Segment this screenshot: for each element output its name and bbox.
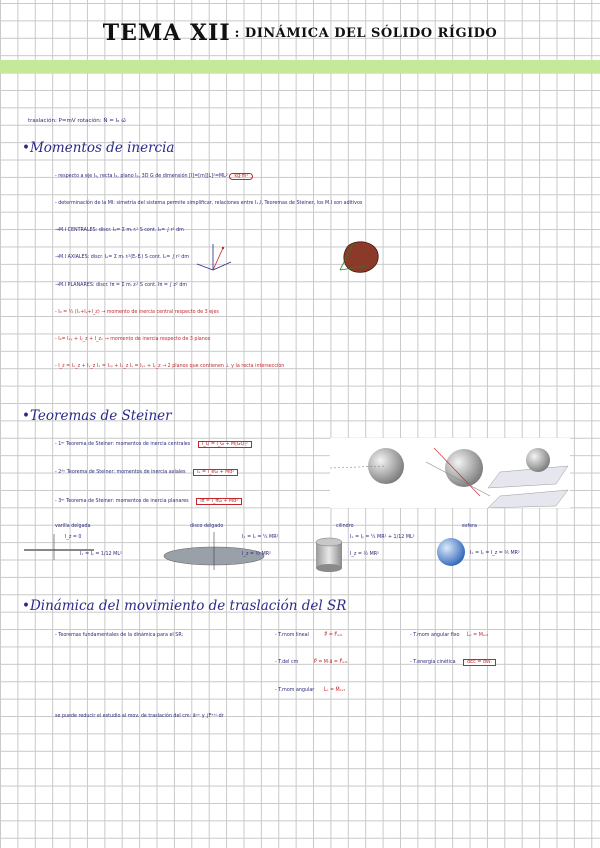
- page-header: [0, 16, 600, 50]
- steiner-figures: [330, 438, 570, 508]
- s1-line-2: →M.I CENTRALES: discr. I₀= Σ mᵢ rᵢ² S cont. I₀= ∫ r² dm: [55, 228, 184, 233]
- s3-theorem-2: - T.del cm P⃗ = M·a⃗ = F⃗ₑₓₜ: [275, 660, 348, 665]
- cylinder-formula-1: Iₓ = Iᵧ = ¼ MR² + 1/12 ML²: [350, 535, 415, 540]
- page-subtitle: : DINÁMICA DEL SÓLIDO RÍGIDO: [234, 25, 498, 41]
- s1-line-7: - I_z = Iₓ_z + Iᵧ_z Iₓ = Iₓᵧ + Iₓ_z Iᵧ = Iᵧₓ + Iᵧ_z → 2 planos que contienen ⊥ y la recta intersección: [55, 364, 285, 369]
- steiner-formula-1: I_Q = I_G + M|GQ|²: [198, 441, 252, 448]
- section-title-steiner: •Teoremas de Steiner: [22, 408, 172, 424]
- sphere-axial-icon: [445, 449, 483, 487]
- shape-rod-label: varilla delgada: [55, 524, 91, 529]
- disc-formula-1: Iₓ = Iᵧ = ¼ MR²: [242, 535, 279, 540]
- steiner-item-3: - 3ᵉʳ Teorema de Steiner: momentos de inercia planares Iπ = I_πG + Md²: [55, 499, 242, 504]
- cylinder-formula-2: I_z = ½ MR²: [350, 552, 379, 557]
- s1-line-5: - I₀ = ½ (Iₓ+Iᵧ+I_z) → momento de inercia central respecto de 3 ejes: [55, 310, 219, 315]
- steiner-formula-3: Iπ = I_πG + Md²: [196, 498, 242, 505]
- rod-formula-2: Iₓ = Iᵧ = 1/12 ML²: [80, 552, 122, 557]
- intro-line: traslación: P=mV rotación: Ṅ = Iₒ ω⃗: [28, 118, 126, 124]
- s3-theorem-3: - T.mom angular L̇ₒ = M⃗ₑₓₜ: [275, 688, 346, 693]
- s3-theorem-1: - T.mom lineal P⃗ = F⃗ₑₓₜ: [275, 633, 343, 638]
- axes-sketch-icon: [193, 240, 233, 274]
- disc-formula-2: I_z = ½ MR²: [242, 552, 271, 557]
- page-title: TEMA XII: [102, 20, 231, 46]
- s1-line-6: - I₀= Iₓᵧ + Iᵧ_z + I_zₓ → momento de inercia respecto de 3 planos: [55, 337, 211, 342]
- sphere-formula: Iₓ = Iᵧ = I_z = ⅖ MR²: [470, 551, 520, 556]
- title-underline-band: [0, 60, 600, 73]
- s3-intro: - Teoremas fundamentales de la dinámica para el SR:: [55, 633, 184, 638]
- shape-cylinder-label: cilindro: [336, 524, 354, 529]
- steiner-item-1: - 1ᵉʳ Teorema de Steiner: momentos de inercia centrales I_Q = I_G + M|GQ|²: [55, 442, 252, 447]
- s1-line-1: - determinación de la MI: simetría del sistema permite simplificar, relaciones entre Iₓ,I, Teoremas de Steiner, los M.I son aditivos: [55, 201, 363, 206]
- s3-theorem-5: - T.energía cinética dEc = dWᵢ: [410, 660, 496, 665]
- s1-line-3: →M.I AXIALES: discr. Iₑ= Σ mᵢ rᵢ²(Eᵢ·Eᵢ) S cont. Iₑ= ∫ r² dm: [55, 255, 189, 260]
- s1-line-4: →M.I PLANARES: discr. Iπ = Σ mᵢ zᵢ² S cont. Iπ = ∫ z² dm: [55, 283, 188, 288]
- s3-footer: se puede reducir el estudio al mov. de traslación del cm: a⃗ᶜᵐ y ∫Fᵉˣᵗ·dr: [55, 714, 224, 719]
- section-title-momentos: •Momentos de inercia: [22, 140, 175, 156]
- shape-disc-label: disco delgado: [190, 524, 224, 529]
- solid-body-icon: [336, 236, 382, 276]
- section-title-dinamica: •Dinámica del movimiento de traslación del SR: [22, 598, 347, 614]
- s3-theorem-4: - T.mom angular fixo L̇ₒ = Mₑₓₜ: [410, 633, 489, 638]
- units-badge: kg·m²: [229, 173, 253, 180]
- s1-line-0: - respecto a eje I₁, recta I₂, plano Iₚ, 3D G de dimensión [I]=[m][L]²=ML² kg·m²: [55, 174, 253, 179]
- steiner-item-2: - 2ᵈᵒ Teorema de Steiner: momentos de inercia axiales Iₑ = I_eG + Md²: [55, 470, 238, 475]
- sphere-planar-icon: [526, 448, 550, 472]
- rod-formula-1: I_z = 0: [65, 535, 82, 540]
- shape-sphere-label: esfera: [462, 524, 478, 529]
- steiner-formula-2: Iₑ = I_eG + Md²: [193, 469, 238, 476]
